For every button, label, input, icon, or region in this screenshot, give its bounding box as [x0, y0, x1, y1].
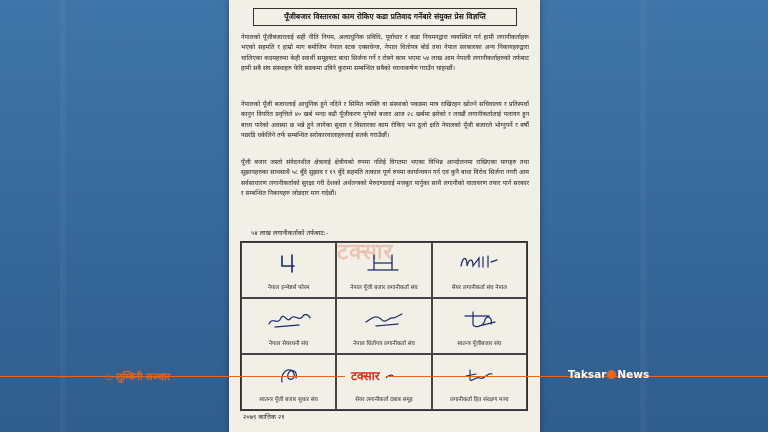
brand-lumbini-sanchar: [104, 369, 171, 383]
signatory-cell: [336, 298, 431, 354]
signatory-cell: [241, 242, 336, 298]
signatory-cell: [241, 298, 336, 354]
signatory-name: लगानीकर्ता हित संरक्षण मञ्च: [450, 397, 509, 403]
brand-taksar-logo: टक्सार: [345, 367, 386, 384]
signatories-intro: ५४ लाख लगानीकर्ताको तर्फबाट:-: [251, 229, 329, 237]
signature-mark: [459, 308, 499, 330]
signature-mark: [274, 364, 304, 386]
signatory-name: नेपाल पूँजी बजार लगानीकर्ता संघ: [350, 285, 418, 291]
signature-mark: [362, 308, 406, 330]
brand-left-label: लुम्बिनी सञ्चार: [115, 372, 171, 383]
signature-mark: [366, 252, 402, 274]
signatory-cell: [432, 298, 527, 354]
signatory-name: सेयर लगानीकर्ता दबाब समूह: [355, 397, 413, 403]
brand-taksar-news: [568, 369, 649, 381]
signatory-name: नेपाल धितोपत्र लगानीकर्ता संघ: [353, 341, 415, 347]
signatory-cell: [241, 354, 336, 410]
signature-mark: [274, 252, 304, 274]
signatory-name: स्वतन्त्र पूँजीबजार संघ: [457, 341, 502, 347]
signatory-name: नेपाल इन्भेष्टर्स फोरम: [267, 285, 310, 291]
signature-mark: [457, 252, 501, 274]
signatories-table: [240, 241, 528, 411]
signatory-name: सेयर लगानीकर्ता संघ नेपाल: [451, 285, 507, 291]
signature-mark: [462, 364, 496, 386]
signature-mark: [265, 308, 313, 330]
paragraph-1: नेपालको पूँजीबजारलाई सही नीति नियम, अत्याधुनिक प्रविधि, पूर्वाधार र कडा नियमनद्वारा व्यवस्थित गर्न हामी लगानीकर्ताहरू भएको सहमति र हाम्रो माग बमोजिम नेपाल स्टक एक्सचेन्ज, नेपाल धितोपत्र बोर्ड तथा नेपाल सरकारका अन्य निकायहरुद्वारा चालिएका कदमहरुमा केही स्वार्थी समूहबाट बाधा सिर्जना गर्ने र रोक्ने काम भएमा ५४ लाख आम नेपाली लगानीकर्ताहरुको तर्फबाट हामी सबै संघ संस्थाहरु फेरि सडकमा उत्रिने कुरामा सम्बन्धित सबैको ध्यानाकर्षण गराउँन चाहन्छौं।: [241, 34, 529, 73]
brand-right-label-post: News: [617, 369, 650, 381]
paragraph-2: नेपालको पूँजी बजारलाई आधुनिक हुने नदिने र सिमित व्यक्ति वा संस्थाको पकडमा मात्र राखिरहन खोज्ने सचिवालय र प्रतिस्पर्धा कानुन विपरित प्रवृत्तिले ४० खर्ब भन्दा बढी पूँजीकरण पुगेको बजार आज २८ खर्बमा झरेको र लाखौं लगानीकर्तालाई पलायन हुन बाध्य पारेको अवस्था छ भन्ने हुने लागेका सुधार र विस्तारका काम रोकिए भन ठूलो क्षति नेपालको पूँजी बजारले भोग्नुपर्ने र बर्षौ पछाडि धकेलिने तर्फ सम्बन्धित सरोकारवालाहरुलाई सतर्क गराउँछौं।: [241, 101, 529, 140]
paragraph-3: पूँजी बजार जस्तो संवेदनशील क्षेत्रलाई क्षेत्रीयको रुपमा नलिई विगतमा भएका विभिन्न आन्दोलनमा राखिएका मागहरु तथा सुझावहरुका साथसाथै ५८ बुँदे सुझाव र १९ बुँदे सहमति तत्काल पूर्ण रुपमा कार्यान्वयन गर्न एवं कुनै बाधा विरोध सिर्जना नगरी आम सर्वसाधारण लगानीकर्ताको सुरक्षा गरी देशको अर्थतन्त्रको मेरुदण्डलाई मजबुत पार्नुका साथै लगानीको वातावरण तयार पार्न सरकार र सम्बन्धित निकायहरु जोडदार माग गर्दछौं।: [241, 159, 529, 198]
document-date: २०७९ कात्तिक २१: [243, 413, 285, 421]
flame-icon: ♨: [104, 370, 114, 383]
dot-icon: [607, 370, 616, 379]
watermark: टक्सार: [337, 240, 394, 265]
signatory-cell: [432, 242, 527, 298]
signatory-cell: [336, 242, 431, 298]
brand-right-label-pre: Taksar: [568, 369, 607, 381]
document-title: पूँजीबजार विस्तारका काम रोकिए कडा प्रतिवाद गर्नेबारे संयुक्त प्रेस विज्ञप्ति: [253, 8, 517, 26]
background-texture: [640, 0, 646, 432]
signatory-name: स्वतन्त्र पूँजी बजार सुधार संघ: [259, 397, 318, 403]
background-texture: [60, 0, 66, 432]
signatory-cell: [432, 354, 527, 410]
signatory-name: नेपाल सेयरधनी संघ: [268, 341, 309, 347]
